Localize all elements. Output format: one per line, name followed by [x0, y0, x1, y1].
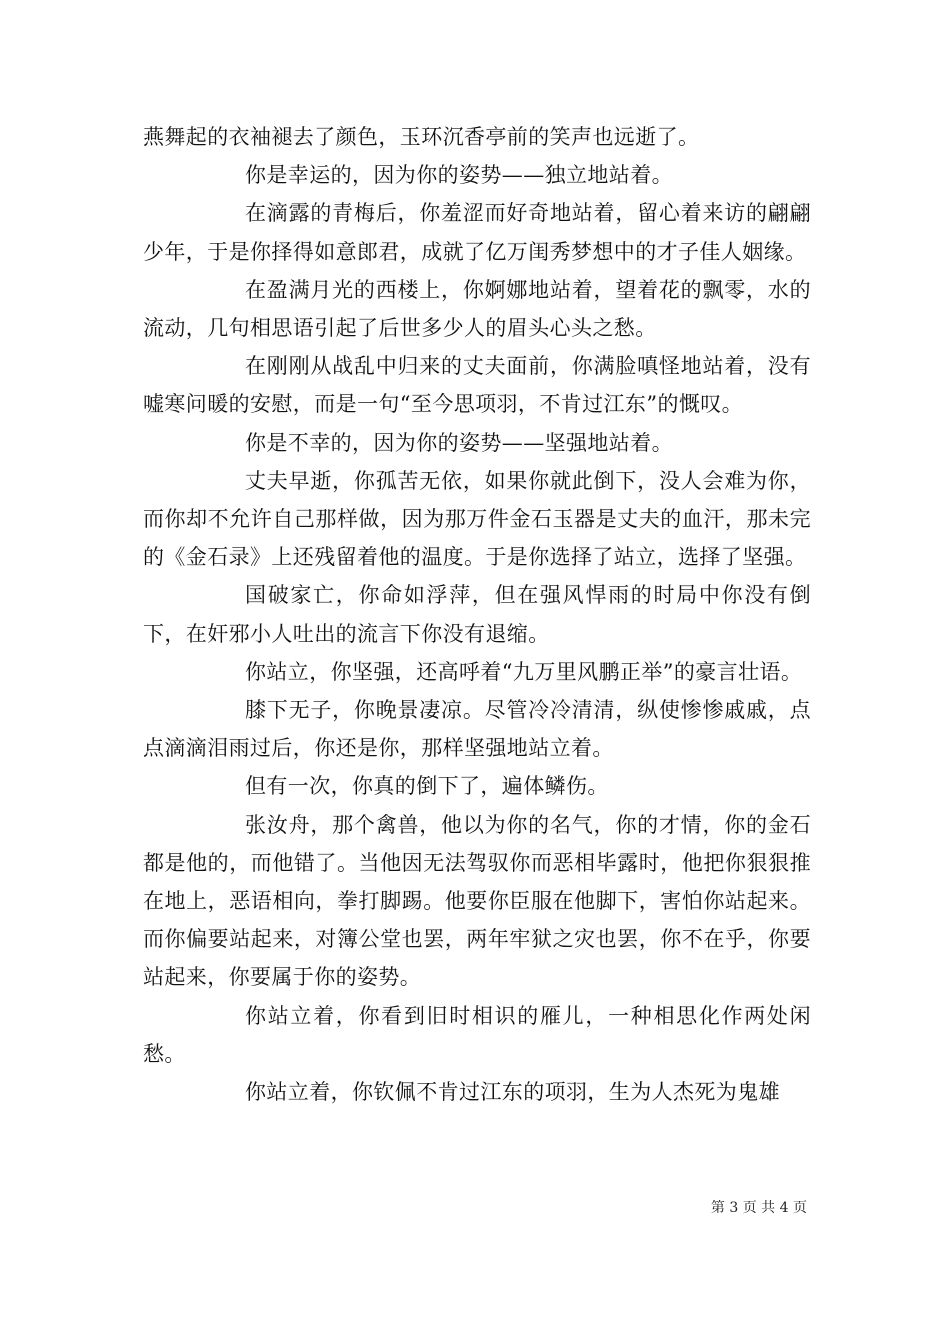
paragraph: 你站立，你坚强，还高呼着“九万里风鹏正举”的豪言壮语。: [245, 659, 803, 684]
paragraph: 在刚刚从战乱中归来的丈夫面前，你满脸嗔怪地站着，没有嘘寒问暖的安慰，而是一句“至今思项羽，不肯过江东”的慨叹。: [143, 354, 811, 417]
paragraph: 膝下无子，你晚景凄凉。尽管冷冷清清，纵使惨惨戚戚，点点滴滴泪雨过后，你还是你，那样坚强地站立着。: [143, 698, 811, 761]
paragraph: 国破家亡，你命如浮萍，但在强风悍雨的时局中你没有倒下，在奸邪小人吐出的流言下你没有退缩。: [143, 583, 811, 646]
paragraph: 你站立着，你钦佩不肯过江东的项羽，生为人杰死为鬼雄: [245, 1080, 780, 1105]
paragraph: 你是幸运的，因为你的姿势——独立地站着。: [245, 163, 673, 188]
paragraph: 但有一次，你真的倒下了，遍体鳞伤。: [245, 774, 609, 799]
page-number: 第 3 页 共 4 页: [710, 1200, 807, 1216]
paragraph: 燕舞起的衣袖褪去了颜色，玉环沉香亭前的笑声也远逝了。: [143, 125, 700, 149]
paragraph: 在盈满月光的西楼上，你婀娜地站着，望着花的飘零，水的流动，几句相思语引起了后世多少人的眉头心头之愁。: [143, 277, 811, 341]
paragraph: 在滴露的青梅后，你羞涩而好奇地站着，留心着来访的翩翩少年，于是你择得如意郎君，成就了亿万闺秀梦想中的才子佳人姻缘。: [143, 201, 811, 264]
paragraph: 你站立着，你看到旧时相识的雁儿，一种相思化作两处闲愁。: [143, 1003, 811, 1066]
paragraph: 丈夫早逝，你孤苦无依，如果你就此倒下，没人会难为你，而你却不允许自己那样做，因为那万件金石玉器是丈夫的血汗，那未完的《金石录》上还残留着他的温度。于是你选择了站立，选择了坚强。: [143, 468, 811, 570]
paragraph: 你是不幸的，因为你的姿势——坚强地站着。: [245, 430, 673, 455]
document-body: [143, 118, 811, 1111]
paragraph: 张汝舟，那个禽兽，他以为你的名气，你的才情，你的金石都是他的，而他错了。当他因无法驾驭你而恶相毕露时，他把你狠狠推在地上，恶语相向，拳打脚踢。他要你臣服在他脚下，害怕你站起来。而你偏要站起来，对簿公堂也罢，两年牢狱之灾也罢，你不在乎，你要站起来，你要属于你的姿势。: [143, 812, 811, 990]
